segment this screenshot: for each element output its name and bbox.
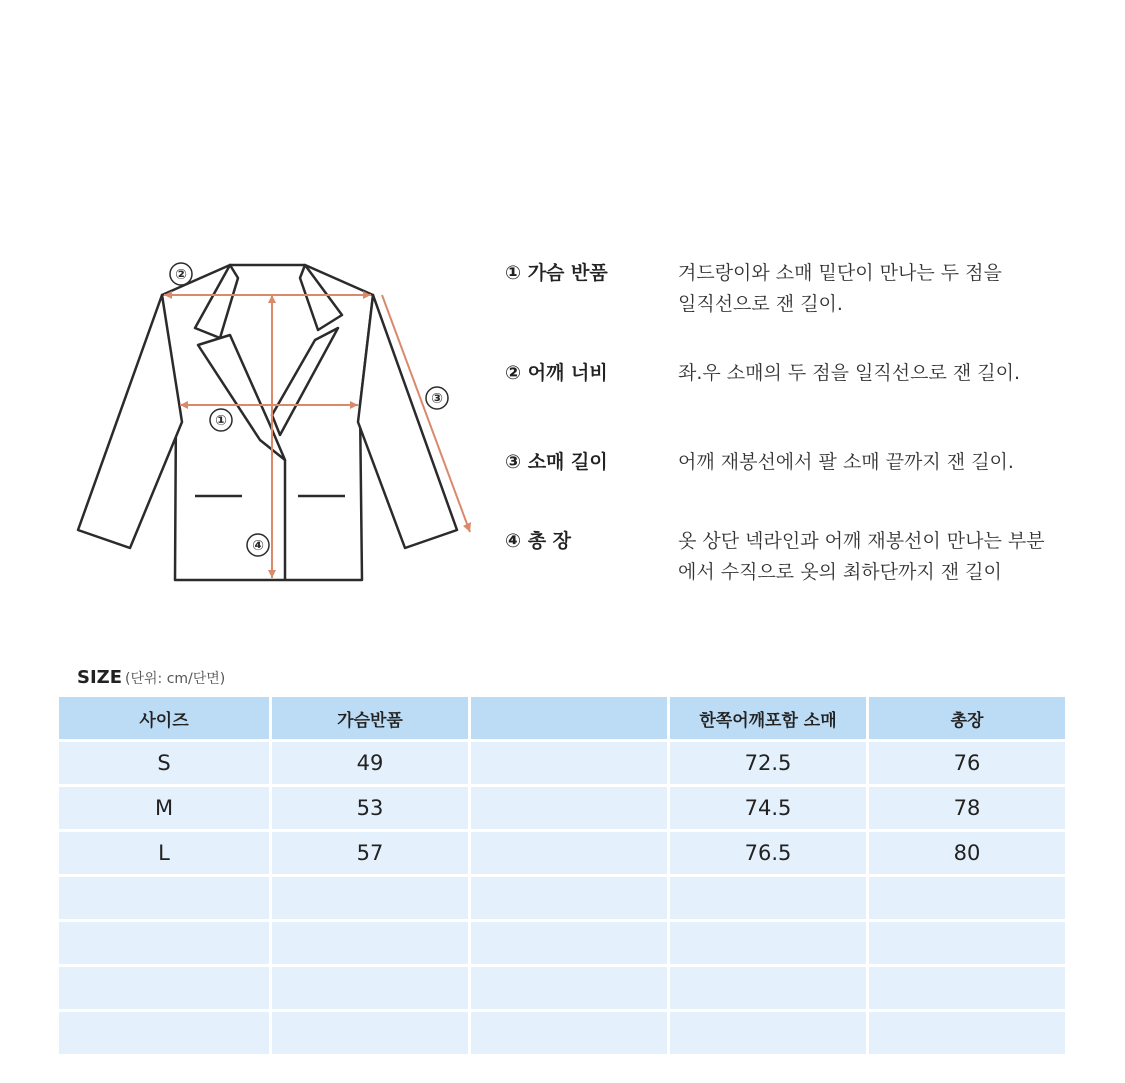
table-cell	[59, 922, 269, 964]
table-cell	[471, 832, 667, 874]
table-cell	[471, 1012, 667, 1054]
header-blank	[471, 697, 667, 739]
table-cell	[59, 877, 269, 919]
table-cell	[272, 922, 468, 964]
table-row	[59, 922, 1065, 964]
table-cell	[670, 1012, 866, 1054]
table-row	[59, 967, 1065, 1009]
table-row	[59, 787, 1065, 829]
legend-term: ① 가슴 반품	[505, 262, 608, 284]
table-cell: 72.5	[670, 742, 866, 784]
table-cell	[670, 967, 866, 1009]
table-cell	[471, 922, 667, 964]
legend-desc: 어깨 재봉선에서 팔 소매 끝까지 잰 길이.	[678, 451, 1014, 473]
table-cell	[869, 967, 1065, 1009]
table-cell: 57	[272, 832, 468, 874]
table-cell: 76	[869, 742, 1065, 784]
jacket-illustration	[60, 250, 480, 600]
legend-desc: 겨드랑이와 소매 밑단이 만나는 두 점을 일직선으로 잰 길이.	[678, 262, 1002, 315]
jacket-left-sleeve	[78, 295, 182, 548]
table-cell	[869, 877, 1065, 919]
table-row	[59, 1012, 1065, 1054]
table-cell	[670, 922, 866, 964]
size-table	[56, 694, 1068, 1057]
header-length: 총장	[869, 697, 1065, 739]
table-cell	[471, 967, 667, 1009]
legend-term: ③ 소매 길이	[505, 451, 608, 473]
table-cell: S	[59, 742, 269, 784]
marker-sleeve: ③	[431, 391, 443, 407]
table-row	[59, 742, 1065, 784]
table-cell	[869, 922, 1065, 964]
marker-shoulder: ②	[175, 267, 187, 283]
table-cell	[471, 877, 667, 919]
table-row	[59, 832, 1065, 874]
table-cell	[471, 787, 667, 829]
table-cell	[869, 1012, 1065, 1054]
size-title: SIZE	[77, 667, 123, 688]
size-unit: (단위: cm/단면)	[125, 671, 226, 687]
table-cell	[471, 742, 667, 784]
legend-term: ② 어깨 너비	[505, 362, 608, 384]
table-cell	[272, 967, 468, 1009]
table-cell: 49	[272, 742, 468, 784]
table-cell: 78	[869, 787, 1065, 829]
marker-length: ④	[252, 538, 264, 554]
legend-desc: 좌.우 소매의 두 점을 일직선으로 잰 길이.	[678, 362, 1020, 384]
table-cell	[272, 1012, 468, 1054]
table-cell	[670, 877, 866, 919]
table-cell: 80	[869, 832, 1065, 874]
size-caption	[77, 667, 225, 688]
legend-desc: 옷 상단 넥라인과 어깨 재봉선이 만나는 부분 에서 수직으로 옷의 최하단까지 잰 길이	[678, 530, 1045, 583]
table-cell	[272, 877, 468, 919]
header-sleeve: 한쪽어깨포함 소매	[670, 697, 866, 739]
jacket-diagram	[60, 250, 480, 600]
table-cell	[59, 967, 269, 1009]
table-cell: 74.5	[670, 787, 866, 829]
table-header-row	[59, 697, 1065, 739]
jacket-right-sleeve	[358, 295, 457, 548]
table-cell: M	[59, 787, 269, 829]
table-cell	[59, 1012, 269, 1054]
table-cell: L	[59, 832, 269, 874]
table-cell: 53	[272, 787, 468, 829]
marker-chest: ①	[215, 413, 227, 429]
header-size: 사이즈	[59, 697, 269, 739]
table-row	[59, 877, 1065, 919]
table-cell: 76.5	[670, 832, 866, 874]
legend-term: ④ 총 장	[505, 530, 572, 552]
header-chest: 가슴반품	[272, 697, 468, 739]
